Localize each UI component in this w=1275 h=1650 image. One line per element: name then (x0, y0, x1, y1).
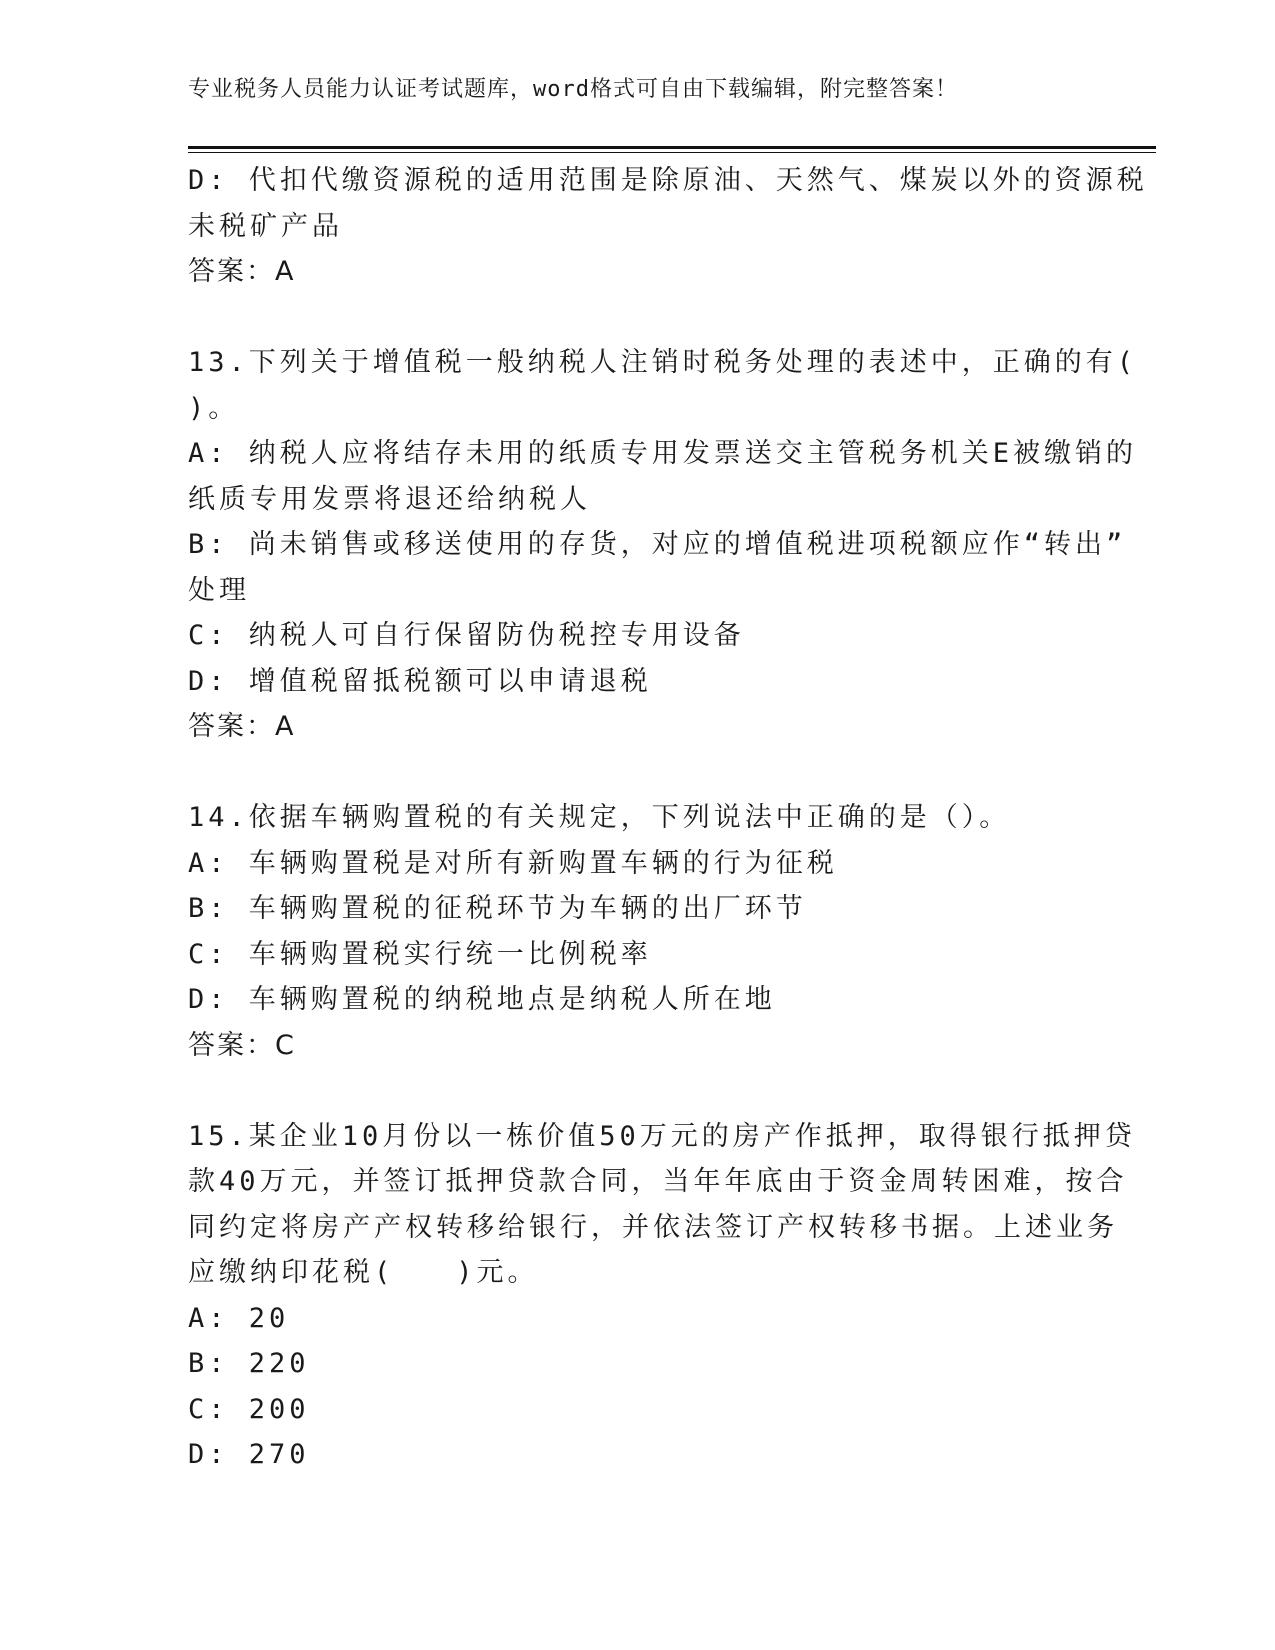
q15-option-b: B: 220 (188, 1348, 310, 1379)
spacer (188, 295, 1088, 341)
q13-option-d: D: 增值税留抵税额可以申请退税 (188, 665, 652, 697)
q14-option-b: B: 车辆购置税的征税环节为车辆的出厂环节 (188, 893, 807, 924)
q13-option-b-line1: B: 尚未销售或移送使用的存货，对应的增值税进项税额应作“转出” (188, 529, 1127, 560)
q14-option-d: D: 车辆购置税的纳税地点是纳税人所在地 (188, 984, 776, 1015)
q14-option-a: A: 车辆购置税是对所有新购置车辆的行为征税 (188, 847, 838, 879)
document-body (188, 158, 1148, 1478)
q12-answer: 答案：A (188, 256, 296, 287)
header-rule-thick (188, 146, 1156, 149)
q13-option-b-line2: 处理 (188, 574, 250, 606)
q14-option-c: C: 车辆购置税实行统一比例税率 (188, 938, 652, 970)
q15-stem-line3: 同约定将房产产权转移给银行，并依法签订产权转移书据。上述业务 (188, 1211, 1118, 1243)
q13-stem-line2: )。 (188, 392, 240, 424)
q15-option-d: D: 270 (188, 1439, 310, 1470)
q13-stem-line1: 13.下列关于增值税一般纳税人注销时税务处理的表述中，正确的有( (188, 347, 1138, 378)
q13-option-c: C: 纳税人可自行保留防伪税控专用设备 (188, 620, 745, 651)
q15-stem-line2: 款40万元，并签订抵押贷款合同，当年年底由于资金周转困难，按合 (188, 1166, 1128, 1197)
q13-answer: 答案：A (188, 711, 296, 742)
q14-answer: 答案：C (188, 1029, 296, 1061)
q13-option-a-line1: A: 纳税人应将结存未用的纸质专用发票送交主管税务机关E被缴销的 (188, 438, 1138, 469)
q12-option-d-line1: D: 代扣代缴资源税的适用范围是除原油、天然气、煤炭以外的资源税 (188, 165, 1148, 196)
q13-option-a-line2: 纸质专用发票将退还给纳税人 (188, 483, 591, 515)
page-header: 专业税务人员能力认证考试题库，word格式可自由下载编辑，附完整答案！ (188, 77, 958, 102)
q15-stem-line4: 应缴纳印花税( )元。 (188, 1257, 539, 1288)
spacer (188, 1068, 1088, 1114)
q15-option-c: C: 200 (188, 1393, 310, 1425)
q15-stem-line1: 15.某企业10月份以一栋价值50万元的房产作抵押，取得银行抵押贷 (188, 1120, 1136, 1152)
spacer (188, 750, 1088, 796)
header-rule-thin (188, 152, 1156, 153)
q12-option-d-line2: 未税矿产品 (188, 210, 343, 242)
q15-option-a: A: 20 (188, 1302, 290, 1334)
q14-stem: 14.依据车辆购置税的有关规定，下列说法中正确的是（）。 (188, 802, 1011, 833)
